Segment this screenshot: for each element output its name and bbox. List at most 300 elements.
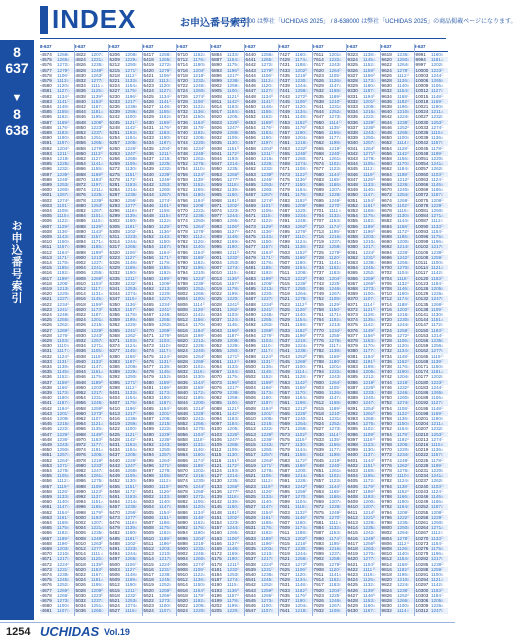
order-number: -9349 [346, 187, 358, 193]
order-number: -7445 [278, 98, 290, 104]
order-number: -6088 [210, 405, 222, 411]
page-ref: 1248 [397, 457, 408, 463]
page-ref: 1256 [193, 421, 204, 427]
order-number: -7617 [278, 546, 290, 552]
page-ref: 1196 [125, 405, 135, 411]
page-ref: 1179 [363, 483, 373, 489]
code-ref: B [101, 250, 104, 255]
code-ref: E [237, 130, 240, 135]
code-ref: E [237, 182, 240, 187]
code-ref: A [203, 364, 206, 369]
code-ref: D [305, 140, 308, 145]
order-number: -6515 [244, 442, 256, 448]
code-ref: C [101, 260, 104, 265]
order-number: -7485 [278, 202, 290, 208]
code-ref: C [441, 125, 444, 130]
order-number: -6478 [244, 249, 256, 255]
code-ref: E [169, 551, 172, 556]
code-ref: E [373, 510, 376, 515]
code-ref: E [203, 120, 206, 125]
order-number: -5908 [176, 566, 188, 572]
code-ref: D [203, 187, 206, 192]
order-number: -4970 [74, 436, 86, 442]
code-ref: C [203, 593, 206, 598]
page-ref: 1252 [363, 270, 374, 276]
page-ref: 1252 [57, 582, 68, 588]
order-number: -4664 [40, 520, 52, 526]
code-ref: D [203, 421, 206, 426]
code-ref: A [67, 562, 70, 567]
code-ref: A [135, 603, 138, 608]
page-ref: 1230 [193, 478, 204, 484]
page-ref: 1102 [295, 431, 305, 437]
code-ref: B [203, 374, 206, 379]
code-ref: E [169, 395, 172, 400]
column-divider [142, 44, 143, 616]
code-ref: C [339, 73, 342, 78]
page-ref: 1140 [363, 187, 373, 193]
code-ref: D [237, 395, 240, 400]
page-ref: 1250 [431, 208, 442, 214]
page-ref: 1102 [363, 426, 373, 432]
page-ref: 1199 [261, 275, 271, 281]
code-ref: D [169, 354, 172, 359]
code-ref: B [407, 109, 410, 114]
code-ref: B [305, 510, 308, 515]
order-number: -9360 [346, 244, 358, 250]
code-ref: B [135, 52, 138, 57]
order-number: -7758 [312, 306, 324, 312]
page-ref: 1166 [295, 254, 305, 260]
code-ref: B [169, 62, 172, 67]
code-ref: D [407, 494, 410, 499]
page-ref: 1145 [91, 296, 101, 302]
code-ref: A [169, 437, 172, 442]
code-ref: E [373, 588, 376, 593]
page-ref: 1216 [295, 72, 306, 78]
order-number: -7683 [312, 176, 324, 182]
code-ref: A [373, 369, 376, 374]
order-number: -5233 [108, 98, 120, 104]
page-ref: 1270 [193, 426, 204, 432]
order-number: -9378 [346, 338, 358, 344]
page-ref: 1131 [91, 291, 101, 297]
page-ref: 1224 [193, 275, 204, 281]
order-number: -4658 [40, 488, 52, 494]
code-ref: B [101, 458, 104, 463]
page-ref: 1197 [57, 140, 67, 146]
page-ref: 1267 [261, 192, 272, 198]
order-number: -4593 [40, 150, 52, 156]
order-number: -5437 [108, 452, 120, 458]
order-number: -6518 [244, 457, 256, 463]
order-number: -6509 [244, 410, 256, 416]
page-ref: 1259 [91, 405, 102, 411]
page-ref: 1147 [329, 395, 339, 401]
page-ref: 1180 [329, 358, 339, 364]
order-number: -5500 [142, 483, 154, 489]
order-number: -10057 [414, 166, 429, 172]
page-ref: 1238 [397, 587, 408, 593]
page-ref: 1226 [397, 182, 408, 188]
code-ref: D [305, 296, 308, 301]
page-ref: 1227 [57, 296, 68, 302]
page-ref: 1234 [261, 301, 272, 307]
order-number: -6067 [210, 369, 222, 375]
order-number: -5714 [176, 62, 188, 68]
page-ref: 1122 [159, 218, 169, 224]
order-number: -7633 [278, 587, 290, 593]
page-ref: 1207 [329, 187, 340, 193]
code-ref: E [67, 208, 70, 213]
order-number: -7617 [312, 62, 324, 68]
code-ref: E [135, 478, 138, 483]
page-ref: 1118 [227, 182, 237, 188]
order-number: -9327 [346, 72, 358, 78]
code-ref: E [339, 582, 342, 587]
order-number: -9344 [346, 161, 358, 167]
order-number: -6500 [244, 364, 256, 370]
code-ref: E [305, 151, 308, 156]
page-ref: 1279 [329, 249, 340, 255]
page-ref: 1179 [91, 509, 101, 515]
order-number: -4628 [40, 332, 52, 338]
order-number: -6064 [210, 364, 222, 370]
order-number: -6160 [210, 530, 222, 536]
order-number: -9365 [346, 270, 358, 276]
column-body [414, 52, 448, 616]
page-ref: 1278 [397, 535, 408, 541]
order-number: -7471 [278, 166, 290, 172]
order-number: -6082 [210, 395, 222, 401]
order-number: -6511 [244, 421, 256, 427]
order-number: -6490 [244, 312, 256, 318]
order-number: -5953 [210, 171, 222, 177]
page-ref: 1252 [193, 286, 204, 292]
page-ref: 1241 [431, 161, 442, 167]
code-ref: C [339, 411, 342, 416]
code-ref: E [271, 504, 274, 509]
order-number: -6536 [244, 551, 256, 557]
code-ref: D [373, 546, 376, 551]
order-number: -7539 [278, 343, 290, 349]
code-ref: B [237, 120, 240, 125]
code-ref: B [101, 484, 104, 489]
page-ref: 1236 [261, 436, 272, 442]
code-ref: A [373, 343, 376, 348]
code-ref: A [101, 161, 104, 166]
code-ref: B [305, 380, 308, 385]
order-number: -7905 [312, 561, 324, 567]
order-number: -6037 [210, 317, 222, 323]
page-ref: 1174 [329, 535, 339, 541]
code-ref: C [339, 567, 342, 572]
code-ref: B [407, 239, 410, 244]
page-ref: 1269 [261, 327, 272, 333]
page-ref: 1267 [329, 291, 340, 297]
page-ref: 1265 [125, 556, 136, 562]
order-number: -9353 [346, 208, 358, 214]
order-number: -5520 [142, 587, 154, 593]
page-ref: 1243 [329, 62, 340, 68]
order-number: -5808 [176, 306, 188, 312]
order-number: -6506 [244, 395, 256, 401]
order-number: -7519 [278, 291, 290, 297]
order-number: -5215 [108, 67, 120, 73]
code-ref: D [373, 468, 376, 473]
page-ref: 1132 [295, 509, 305, 515]
page-ref: 1278 [57, 468, 68, 474]
code-ref: E [237, 338, 240, 343]
page-ref: 1208 [125, 364, 136, 370]
code-ref: D [339, 198, 342, 203]
page-ref: 1227 [261, 296, 272, 302]
order-number: -7827 [312, 426, 324, 432]
page-ref: 1214 [295, 473, 306, 479]
code-ref: D [169, 588, 172, 593]
order-number: -7493 [278, 223, 290, 229]
page-ref: 1168 [159, 520, 169, 526]
page-ref: 1277 [363, 556, 374, 562]
code-ref: C [237, 114, 240, 119]
page-ref: 1136 [159, 228, 169, 234]
page-ref: 1122 [397, 410, 407, 416]
page-ref: 1165 [329, 176, 339, 182]
order-number: -7785 [312, 353, 324, 359]
page-ref: 1151 [125, 483, 135, 489]
page-ref: 1271 [125, 379, 136, 385]
page-ref: 1187 [261, 400, 271, 406]
page-ref: 1209 [91, 587, 102, 593]
code-ref: B [271, 536, 274, 541]
code-ref: A [101, 421, 104, 426]
code-ref: D [169, 224, 172, 229]
code-ref: C [135, 359, 138, 364]
code-ref: A [305, 369, 308, 374]
code-ref: A [67, 432, 70, 437]
order-number: -5893 [210, 67, 222, 73]
page-ref: 1119 [159, 483, 169, 489]
page-ref: 1172 [295, 457, 305, 463]
code-ref: E [203, 302, 206, 307]
order-number: -7872 [312, 504, 324, 510]
order-number: -6514 [244, 436, 256, 442]
code-ref: B [339, 546, 342, 551]
page-ref: 1162 [57, 114, 67, 120]
code-ref: A [271, 598, 274, 603]
code-ref: E [407, 244, 410, 249]
code-ref: A [305, 317, 308, 322]
code-ref: D [135, 406, 138, 411]
code-ref: D [305, 582, 308, 587]
order-number: -9997 [414, 62, 426, 68]
code-ref: D [305, 504, 308, 509]
page-ref: 1274 [57, 197, 68, 203]
code-ref: C [339, 515, 342, 520]
column-header [210, 44, 244, 52]
code-ref: C [203, 125, 206, 130]
code-ref: B [169, 296, 172, 301]
page-ref: 1214 [363, 509, 374, 515]
order-number: -5296 [108, 208, 120, 214]
order-number: -5317 [108, 244, 120, 250]
code-ref: A [305, 551, 308, 556]
order-number: -7710 [312, 223, 324, 229]
order-number: -4834 [74, 83, 86, 89]
code-ref: C [339, 593, 342, 598]
page-ref: 1107 [363, 296, 373, 302]
order-number: -7755 [312, 301, 324, 307]
order-number: -6091 [210, 410, 222, 416]
page-ref: 1108 [159, 208, 169, 214]
order-number: -7571 [278, 426, 290, 432]
order-number: -7920 [312, 587, 324, 593]
page-ref: 1246 [261, 176, 272, 182]
page-ref: 1157 [431, 140, 441, 146]
page-ref: 1180 [397, 499, 407, 505]
code-ref: E [203, 510, 206, 515]
order-number: -5344 [108, 291, 120, 297]
order-number: -7509 [278, 265, 290, 271]
code-ref: D [203, 135, 206, 140]
page-ref: 1183 [261, 130, 271, 136]
page-ref: 1121 [125, 119, 135, 125]
order-number: -9332 [346, 98, 358, 104]
order-number: -4678 [40, 592, 52, 598]
code-ref: D [373, 182, 376, 187]
order-number: -7917 [312, 582, 324, 588]
page-ref: 1241 [227, 301, 238, 307]
order-number: -5010 [74, 540, 86, 546]
order-number: -10054 [414, 161, 429, 167]
order-number: -4880 [74, 202, 86, 208]
page-ref: 1105 [329, 384, 339, 390]
code-ref: B [67, 265, 70, 270]
code-ref: E [339, 192, 342, 197]
page-ref: 1145 [363, 57, 373, 63]
code-ref: A [67, 510, 70, 515]
page-ref: 1180 [295, 260, 305, 266]
code-ref: A [373, 135, 376, 140]
code-ref: D [373, 520, 376, 525]
page-ref: 1211 [91, 187, 101, 193]
order-number: -9658 [380, 156, 392, 162]
page-ref: 1271 [261, 462, 272, 468]
code-ref: D [407, 520, 410, 525]
code-ref: C [339, 203, 342, 208]
page-ref: 1160 [295, 52, 305, 58]
page-ref: 1100 [363, 291, 373, 297]
code-ref: E [237, 104, 240, 109]
page-ref: 1111 [329, 208, 339, 214]
code-ref: E [339, 374, 342, 379]
code-ref: A [305, 499, 308, 504]
order-number: -5478 [142, 369, 154, 375]
code-ref: C [237, 530, 240, 535]
order-number: -7845 [312, 457, 324, 463]
code-ref: A [441, 161, 444, 166]
page-ref: 1126 [159, 488, 169, 494]
order-number: -9730 [380, 343, 392, 349]
order-number: -6499 [244, 358, 256, 364]
page-ref: 1163 [91, 436, 101, 442]
order-number: -9402 [346, 462, 358, 468]
order-number: -5890 [210, 62, 222, 68]
code-ref: D [271, 229, 274, 234]
code-ref: C [373, 140, 376, 145]
order-number: -6528 [244, 509, 256, 515]
code-ref: D [407, 260, 410, 265]
code-ref: C [101, 182, 104, 187]
page-ref: 1128 [363, 312, 373, 318]
page-ref: 1139 [125, 213, 135, 219]
page-ref: 1126 [329, 78, 339, 84]
code-ref: B [135, 520, 138, 525]
column-header [312, 44, 346, 52]
order-number: -4828 [74, 67, 86, 73]
page-ref: 1143 [91, 228, 101, 234]
page-ref: 1120 [261, 83, 271, 89]
page-ref: 1141 [159, 98, 169, 104]
code-ref: A [101, 395, 104, 400]
order-number: -9334 [346, 109, 358, 115]
page-ref: 1117 [329, 343, 339, 349]
page-ref: 1178 [193, 124, 203, 130]
code-ref: A [305, 395, 308, 400]
page-ref: 1100 [261, 603, 271, 609]
code-ref: E [373, 172, 376, 177]
page-ref: 1110 [159, 343, 169, 349]
order-number: -9358 [346, 234, 358, 240]
order-number: -5517 [142, 572, 154, 578]
order-number: -6496 [244, 343, 256, 349]
order-number: -9356 [346, 223, 358, 229]
order-number: -4621 [40, 296, 52, 302]
page-ref: 1143 [159, 234, 169, 240]
code-ref: B [67, 213, 70, 218]
order-number: -9336 [346, 119, 358, 125]
page-ref: 1214 [125, 187, 136, 193]
order-number: -5509 [108, 577, 120, 583]
order-number: -5902 [210, 83, 222, 89]
code-ref: C [203, 515, 206, 520]
page-ref: 1157 [159, 244, 169, 250]
page-ref: 1181 [125, 535, 135, 541]
code-ref: D [101, 504, 104, 509]
page-ref: 1274 [261, 197, 272, 203]
order-number: -5464 [108, 499, 120, 505]
code-ref: C [407, 94, 410, 99]
code-ref: D [407, 208, 410, 213]
page-ref: 1172 [125, 488, 135, 494]
order-number: -5521 [142, 592, 154, 598]
code-ref: D [67, 322, 70, 327]
code-ref: C [271, 525, 274, 530]
page-ref: 1255 [329, 332, 340, 338]
code-ref: C [373, 400, 376, 405]
code-ref: E [441, 140, 444, 145]
code-ref: A [237, 281, 240, 286]
page-ref: 1133 [91, 358, 101, 364]
order-number: -5509 [142, 530, 154, 536]
order-number: -4646 [40, 426, 52, 432]
order-number: -5383 [108, 358, 120, 364]
code-ref: D [271, 203, 274, 208]
page-ref: 1216 [397, 312, 408, 318]
code-ref: A [305, 421, 308, 426]
code-ref: E [373, 458, 376, 463]
code-ref: E [339, 608, 342, 613]
